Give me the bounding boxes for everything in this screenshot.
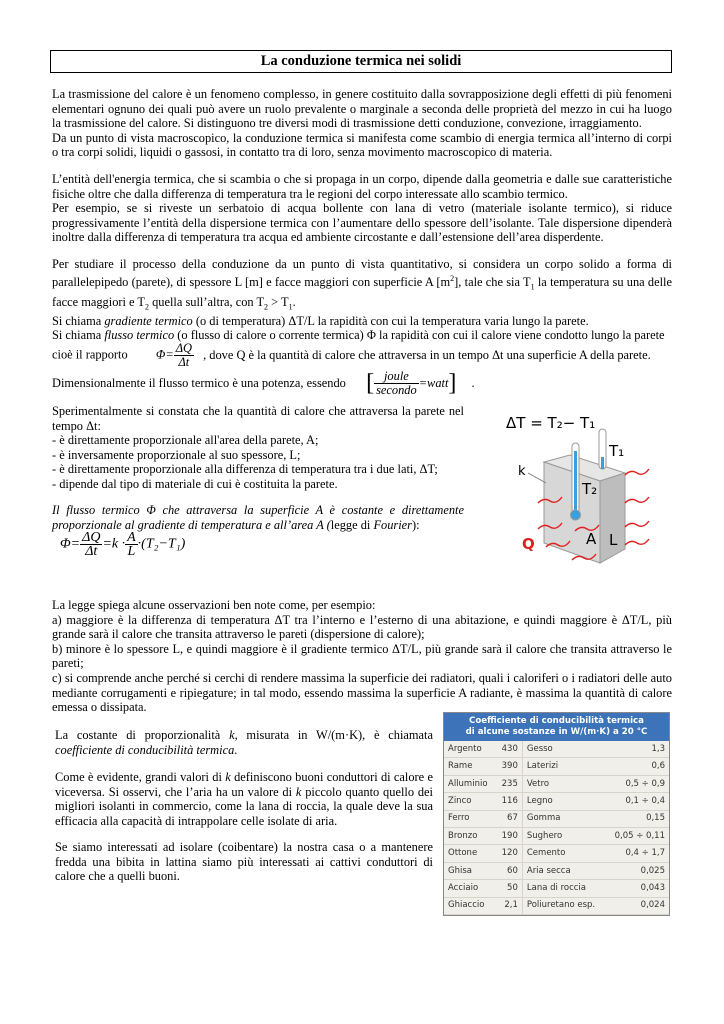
k-value: 235 — [496, 775, 523, 792]
k-value: 0,1 ÷ 0,4 — [606, 793, 669, 810]
table-row — [444, 758, 669, 775]
material-name: Laterizi — [522, 758, 605, 775]
material-name: Alluminio — [444, 775, 496, 792]
material-name: Acciaio — [444, 880, 496, 897]
k-value: 67 — [496, 810, 523, 827]
experimental-list: Sperimentalmente si constata che la quantità di calore che attraversa la parete nel tempo Δt: - è direttamente proporzionale all'area della parete, A; - è inversamente proporzionale al suo spessore, L; - è direttamente proporzionale alla differenza di temperatura tra i due lati, ΔT; - dipende dal tipo di materiale di cui è costituita la parete. — [52, 404, 464, 491]
a-label: A — [586, 530, 597, 548]
law-observations: La legge spiega alcune osservazioni ben note come, per esempio: a) maggiore è la differenza di temperatura ΔT tra l’interno e l’esterno di una abitazione, e quindi maggiore è ΔT/L, più grande sarà il calore che transita attraverso le pareti (dispersione di calore); b) minore è lo spessore L, e quindi maggiore è il gradiente termico ΔT/L, più grande sarà il calore che transita attraverso le pareti; c) si comprende anche perché si cerchi di rendere massima la superficie dei radiatori, quali i caloriferi o i radiatori delle auto mediante corrugamenti e ripiegature; in tal modo, essendo massima la superficie A radiante, è massima la quantità di calore emessa o dissipata. — [52, 598, 672, 715]
l-label: L — [609, 531, 618, 549]
paragraph-study: Per studiare il processo della conduzione da un punto di vista quantitativo, si considera un corpo solido a forma di parallelepipedo (parete), di spessore L [m] e facce maggiori con superficie A $[m^2]$, tale che sia $T_1$ la temperatura su una delle facce maggiori e $T_2$ quella sull’altra, con $T_2 > T_1$. — [52, 257, 672, 312]
table-row — [444, 810, 669, 827]
k-value: 1,3 — [606, 741, 669, 758]
table-row — [444, 775, 669, 792]
page-title: La conduzione termica nei solidi — [50, 50, 672, 73]
q-label: Q — [522, 535, 535, 553]
material-name: Gomma — [522, 810, 605, 827]
paragraph-gradient: Si chiama gradiente termico (o di temperatura) ΔT/L la rapidità con cui la temperatura varia lungo la parete. — [52, 314, 589, 328]
k-evidence: Come è evidente, grandi valori di k definiscono buoni conduttori di calore e viceversa. Si osservi, che l’aria ha un valore di k piccolo quanto quello dei migliori isolanti in commercio, come la lana di roccia, la quale deve la sua efficacia alla capacità di intrappolare celle isolate di aria. — [55, 770, 433, 828]
k-value: 0,4 ÷ 1,7 — [606, 845, 669, 862]
k-label: k — [518, 464, 526, 479]
material-name: Ghisa — [444, 862, 496, 879]
dimension-line: Dimensionalmente il flusso termico è una potenza, essendo [ $\frac{\text{joule}}{\text{secondo}}$ =watt] . — [52, 369, 475, 397]
material-name: Gesso — [522, 741, 605, 758]
table-row — [444, 827, 669, 844]
material-name: Sughero — [522, 827, 605, 844]
k-value: 0,024 — [606, 897, 669, 914]
k-value: 190 — [496, 827, 523, 844]
k-value: 0,6 — [606, 758, 669, 775]
flux-ratio-line: cioè il rapporto Φ= $\frac{\Delta Q}{\Delta t}$ , dove Q è la quantità di calore che attraversa in un tempo Δt una superficie A della parete. — [52, 341, 651, 369]
k-value: 0,043 — [606, 880, 669, 897]
t2-label: T₂ — [582, 480, 598, 498]
material-name: Bronzo — [444, 827, 496, 844]
material-name: Vetro — [522, 775, 605, 792]
k-value: 60 — [496, 862, 523, 879]
conduction-wall-figure — [500, 405, 680, 565]
material-name: Zinco — [444, 793, 496, 810]
paragraph-flux: Si chiama flusso termico (o flusso di calore o corrente termica) Φ la rapidità con cui il calore viene condotto lungo la parete — [52, 328, 665, 342]
t1-label: T₁ — [609, 442, 625, 460]
table-row — [444, 862, 669, 879]
k-value: 390 — [496, 758, 523, 775]
k-value: 0,15 — [606, 810, 669, 827]
table-row — [444, 880, 669, 897]
material-name: Ghiaccio — [444, 897, 496, 914]
table-row — [444, 741, 669, 758]
paragraph-intro: La trasmissione del calore è un fenomeno complesso, in genere costituito dalla sovrapposizione degli effetti di più fenomeni elementari ognuno dei quali può avere un ruolo prevalente o marginale a seconda delle proprietà del mezzo in cui ha luogo la trasmissione del calore. Si distinguono tre diversi modi di trasmissione detti conduzione, convezione, irraggiamento. Da un punto di vista macroscopico, la conduzione termica si manifesta come scambio di energia termica all’interno di corpi o tra corpi solidi, liquidi o gassosi, in contatto tra di loro, senza movimento macroscopico di materia. — [52, 87, 672, 160]
k-value: 50 — [496, 880, 523, 897]
material-name: Cemento — [522, 845, 605, 862]
table-row — [444, 845, 669, 862]
insulation-paragraph: Se siamo interessati ad isolare (coibentare) la nostra casa o a mantenere fredda una bibita in lattina siamo più interessati ai cattivi conduttori di calore che a quelli buoni. — [55, 840, 433, 884]
material-name: Ottone — [444, 845, 496, 862]
k-value: 2,1 — [496, 897, 523, 914]
table-row — [444, 897, 669, 914]
k-value: 116 — [496, 793, 523, 810]
flux-formula: Φ= $\frac{\Delta Q}{\Delta t}$ — [155, 341, 192, 369]
table-header: Coefficiente di conducibilità termica di alcune sostanze in W/(m·K) a 20 °C — [444, 713, 669, 741]
material-name: Aria secca — [522, 862, 605, 879]
k-value: 0,05 ÷ 0,11 — [606, 827, 669, 844]
k-value: 120 — [496, 845, 523, 862]
table-row — [444, 793, 669, 810]
fourier-statement: Il flusso termico Φ che attraversa la superficie A è costante e direttamente proporzionale al gradiente di temperatura e all’area A (legge di Fourier): — [52, 503, 464, 532]
conductivity-table — [443, 712, 670, 916]
fourier-formula: Φ= $\frac{\Delta Q}{\Delta t}$ =k · $\frac{A}{L}$ ·(T₂−T₁) — [60, 530, 186, 559]
k-value: 0,5 ÷ 0,9 — [606, 775, 669, 792]
dimension-formula: [ — [366, 370, 375, 396]
material-name: Argento — [444, 741, 496, 758]
material-name: Lana di roccia — [522, 880, 605, 897]
paragraph-entity: L’entità dell'energia termica, che si scambia o che si propaga in un corpo, dipende dalla geometria e dalle sue caratteristiche fisiche oltre che dalla differenza di temperatura tra le regioni del corpo interessate allo scambio termico. Per esempio, se si riveste un serbatoio di acqua bollente con lana di vetro (materiale isolante termico), si riduce progressivamente l’entità della dispersione termica con l’aumentare dello spessore dell’isolante. Tale dispersione dipenderà inoltre dalla differenza di temperatura tra acqua ed ambiente circostante e dall’estensione dell’area disperdente. — [52, 172, 672, 245]
material-name: Ferro — [444, 810, 496, 827]
material-name: Rame — [444, 758, 496, 775]
k-definition: La costante di proporzionalità k, misurata in W/(m·K), è chiamata coefficiente di conducibilità termica. — [55, 728, 433, 757]
material-name: Legno — [522, 793, 605, 810]
delta-t-equation: ΔT = T₂− T₁ — [506, 414, 596, 432]
k-value: 0,025 — [606, 862, 669, 879]
k-value: 430 — [496, 741, 523, 758]
material-name: Poliuretano esp. — [522, 897, 605, 914]
